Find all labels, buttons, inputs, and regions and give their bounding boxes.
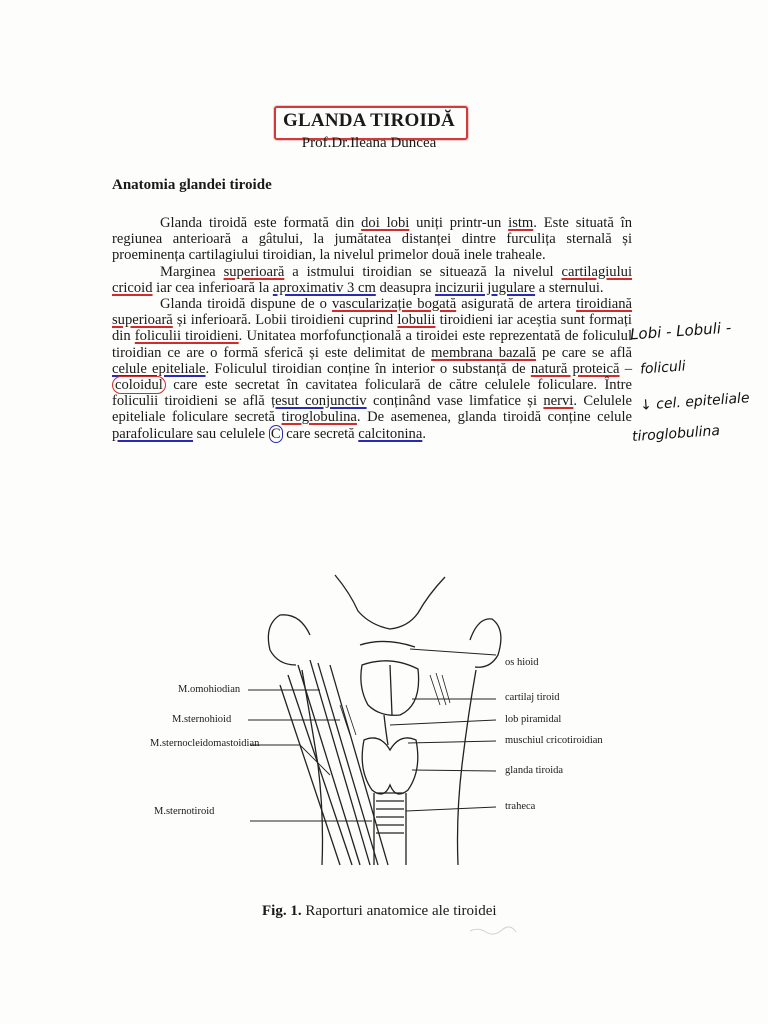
label-m-omohiodian: M.omohiodian [178, 684, 241, 695]
text-run: și inferioară. Lobii tiroidieni cuprind [172, 312, 398, 329]
text-run: a sternului. [535, 279, 604, 296]
text-run: pe care se află [535, 344, 633, 361]
highlight-vascularizatie: vascularizație bogată [332, 296, 457, 313]
paragraph-1 [112, 215, 632, 264]
section-heading: Anatomia glandei tiroide [112, 177, 272, 193]
text-run: Glanda tiroidă este formată din [160, 215, 362, 231]
text-run: care secretă [282, 425, 359, 442]
text-run: uniți printr-un [409, 215, 509, 231]
highlight-superioara: superioară [223, 263, 285, 280]
highlight-parafoliculare: parafoliculare [112, 425, 194, 442]
label-m-sternocleidomastoidian: M.sternocleidomastoidian [150, 738, 260, 749]
text-run: iar cea inferioară la [152, 279, 273, 296]
label-muschiul-cricotiroidian: muschiul cricotiroidian [505, 735, 603, 746]
text-run: . Foliculul tiroidian conține în interior o substanță de [205, 360, 531, 377]
text-run: – [619, 360, 633, 377]
page-title: GLANDA TIROIDĂ [283, 110, 455, 131]
label-cartilaj-tiroid: cartilaj tiroid [505, 692, 560, 703]
text-run: . Celulele epiteliale foliculare secretă [112, 393, 632, 426]
highlight-tesut: țesut conjunctiv [271, 393, 367, 410]
text-run: Glanda tiroidă dispune de o [160, 296, 332, 313]
highlight-celule: celule epiteliale [112, 360, 206, 377]
highlight-incizurii: incizurii jugulare [434, 279, 536, 296]
highlight-membrana: membrana bazală [431, 344, 536, 361]
highlight-istm: istm [508, 215, 534, 231]
margin-note-1: Lobi - Lobuli - [629, 318, 732, 344]
label-m-sternohioid: M.sternohioid [172, 714, 232, 725]
highlight-lobulii: lobulii [397, 312, 436, 329]
highlight-coloidul: coloidul [112, 376, 166, 394]
highlight-c-cell: C [270, 425, 281, 442]
highlight-foliculii: foliculii tiroidieni [134, 328, 239, 345]
text-run: asigurată de artera [456, 296, 577, 313]
label-os-hioid: os hioid [505, 657, 539, 668]
highlight-nervi: nervi [543, 393, 574, 410]
text-run: Marginea [160, 263, 224, 280]
highlight-calcitonina: calcitonina [358, 425, 423, 442]
highlight-tiroglobulina: tiroglobulina [281, 409, 357, 426]
label-traheca: traheca [505, 801, 536, 812]
text-run: . Este situată în regiunea anterioară a gâtului, la jumătatea distanței dintre furculița sternală și proeminența cartilagiului tiroidian, la nivelul primelor două inele traheale. [112, 215, 632, 264]
label-m-sternotiroid: M.sternotiroid [154, 806, 215, 817]
text-run: sau celulele [193, 425, 269, 442]
scan-noise-mark [468, 925, 518, 937]
author-line: Prof.Dr.Ileana Duncea [301, 135, 437, 151]
caption-text: Raporturi anatomice ale tiroidei [301, 903, 497, 919]
text-run: conținând vase limfatice și [366, 393, 544, 410]
label-lob-piramidal: lob piramidal [505, 714, 562, 725]
margin-note-2: foliculi [639, 358, 687, 378]
margin-note-3: ↓ cel. epiteliale [639, 390, 751, 414]
figure-caption [262, 903, 562, 920]
text-run: a istmului tiroidian se situează la nivelul [284, 263, 562, 280]
margin-note-4: tiroglobulina [631, 422, 721, 446]
highlight-aproximativ: aproximativ 3 cm [272, 279, 376, 296]
text-run: deasupra [375, 279, 435, 296]
body-text [112, 215, 632, 442]
highlight-natura: natură proteică [530, 360, 620, 377]
text-run: . [422, 425, 426, 442]
paragraph-2 [112, 264, 632, 296]
highlight-doi-lobi: doi lobi [361, 215, 410, 231]
label-glanda-tiroida: glanda tiroida [505, 765, 564, 776]
text-run: . De asemenea, glanda tiroidă conține celule [356, 409, 632, 426]
text-run: care este secretat în cavitatea foliculară de către celulele foliculare. Între foliculii tiroidieni se află [112, 377, 632, 410]
paragraph-3 [112, 296, 632, 442]
thyroid-anatomy-illustration [240, 565, 530, 870]
text-run: . Unitatea morfofuncțională a tiroidei este reprezentată de foliculul tiroidian ce are o formă sferică și este delimitat de [112, 328, 633, 361]
highlight-cartilagiului: cartilagiului cricoid [112, 263, 633, 296]
highlight-tiroidiana: tiroidiană superioară [112, 296, 633, 329]
caption-label: Fig. 1. [262, 903, 302, 919]
text-run: tiroidieni iar aceștia sunt formați din [112, 312, 632, 345]
